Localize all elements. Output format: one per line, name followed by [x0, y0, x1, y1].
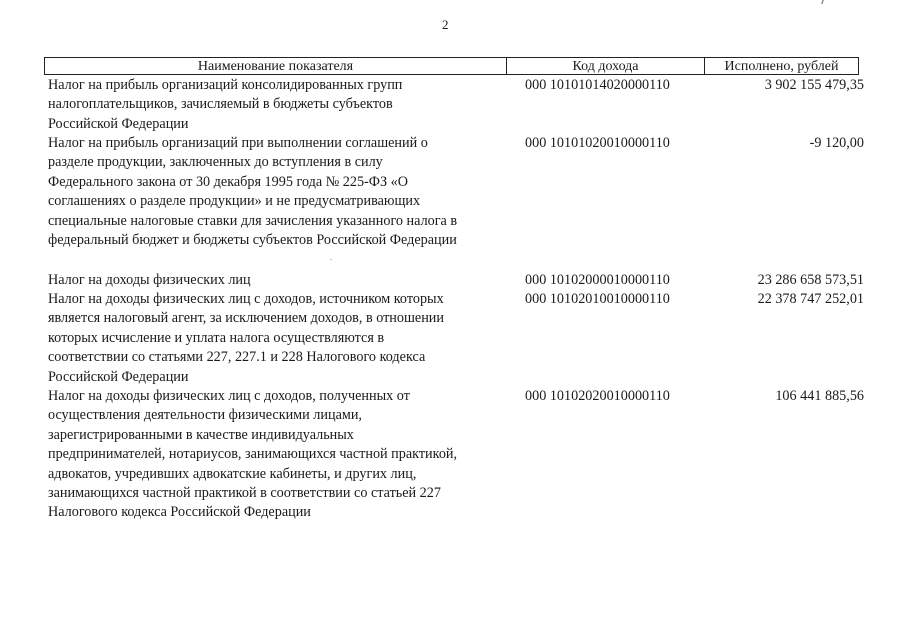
row-name-line: Налог на прибыль организаций консолидированных групп — [48, 77, 403, 93]
row-amount: 23 286 658 573,51 — [757, 272, 864, 288]
row-name-line: предпринимателей, нотариусов, занимающихся частной практикой, — [48, 446, 458, 463]
row-name-line: федеральный бюджет и бюджеты субъектов Российской Федерации — [48, 232, 457, 249]
row-amount: 106 441 885,56 — [775, 388, 864, 404]
page-number: 2 — [442, 17, 449, 32]
scan-artifact-dot — [330, 259, 332, 260]
row-code: 000 10102000010000110 — [525, 272, 670, 288]
header-code: Код дохода — [507, 58, 705, 74]
row-code: 000 10101014020000110 — [525, 77, 670, 93]
row-name-line: является налоговый агент, за исключением доходов, в отношении — [48, 310, 444, 327]
row-amount: -9 120,00 — [809, 135, 864, 151]
row-name-line: которых исчисление и уплата налога осуществляются в — [48, 329, 385, 346]
row-name-line: Налог на прибыль организаций при выполнении соглашений о — [48, 135, 428, 151]
row-name-line: Российской Федерации — [48, 368, 189, 385]
row-name — [48, 134, 510, 250]
row-name-line: Налог на доходы физических лиц — [48, 272, 251, 288]
row-name-line: Налогового кодекса Российской Федерации — [48, 504, 311, 521]
row-name-line: соглашениях о разделе продукции» и не предусматривающих — [48, 193, 421, 210]
row-name-line: Российской Федерации — [48, 115, 189, 132]
row-name-line: занимающихся частной практикой в соответствии со статьей 227 — [48, 485, 441, 502]
row-amount: 22 378 747 252,01 — [757, 291, 864, 307]
table-header — [44, 57, 859, 75]
row-code: 000 10101020010000110 — [525, 135, 670, 151]
row-name — [48, 271, 510, 290]
row-name — [48, 387, 510, 523]
row-name — [48, 76, 510, 134]
row-name-line: специальные налоговые ставки для зачисления указанного налога в — [48, 212, 458, 229]
header-name: Наименование показателя — [45, 58, 507, 74]
row-code: 000 10102010010000110 — [525, 291, 670, 307]
row-name-line: Федерального закона от 30 декабря 1995 года № 225-ФЗ «О — [48, 173, 408, 190]
row-amount: 3 902 155 479,35 — [764, 77, 864, 93]
row-name-line: Налог на доходы физических лиц с доходов, источником которых — [48, 291, 444, 307]
row-name-line: зарегистрированными в качестве индивидуальных — [48, 426, 354, 443]
row-name — [48, 290, 510, 387]
row-name-line: разделе продукции, заключенных до вступления в силу — [48, 154, 383, 171]
scan-artifact-mark — [821, 0, 825, 4]
row-name-line: осуществления деятельности физическими лицами, — [48, 407, 362, 424]
row-code: 000 10102020010000110 — [525, 388, 670, 404]
row-name-line: налогоплательщиков, зачисляемый в бюджеты субъектов — [48, 96, 393, 113]
row-name-line: Налог на доходы физических лиц с доходов, полученных от — [48, 388, 410, 404]
header-amount: Исполнено, рублей — [724, 59, 839, 74]
row-name-line: соответствии со статьями 227, 227.1 и 228 Налогового кодекса — [48, 349, 426, 366]
row-name-line: адвокатов, учредивших адвокатские кабинеты, и других лиц, — [48, 465, 417, 482]
